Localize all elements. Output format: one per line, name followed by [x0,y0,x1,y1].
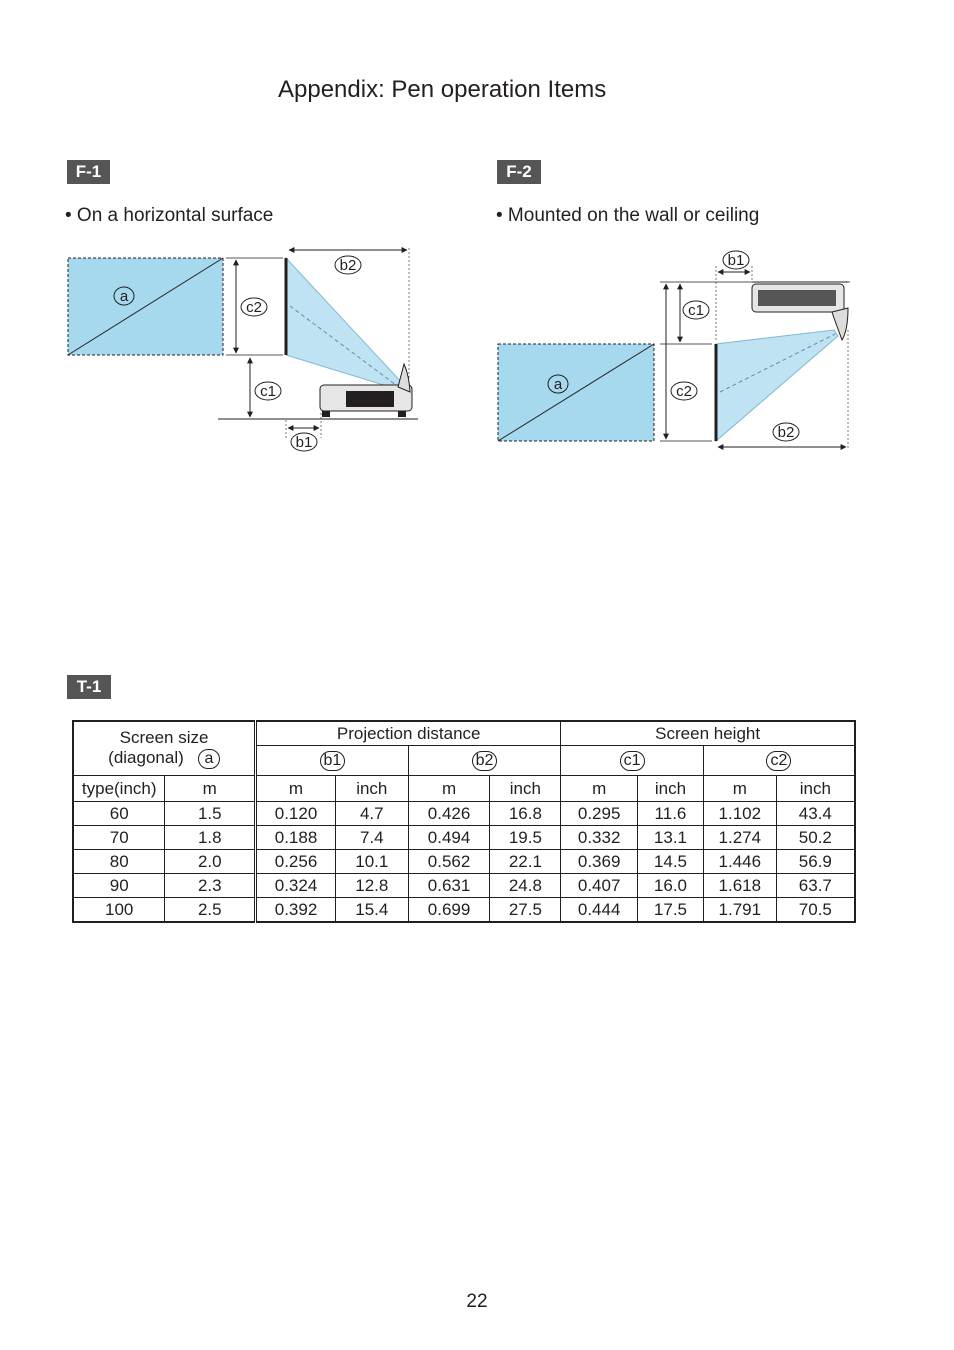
label-a-f1: a [119,288,129,305]
table-cell: 2.3 [165,874,256,898]
table-cell: 14.5 [638,850,704,874]
table-row [73,826,855,850]
table-cell: 0.369 [561,850,638,874]
unit-header: type(inch) [73,776,165,802]
table-cell: 0.494 [408,826,490,850]
table-cell: 17.5 [638,898,704,923]
table-cell: 22.1 [490,850,561,874]
label-b1-f1: b1 [295,434,313,451]
table-cell: 13.1 [638,826,704,850]
table-cell: 24.8 [490,874,561,898]
table-cell: 1.791 [703,898,776,923]
table-cell: 1.274 [703,826,776,850]
table-cell: 0.426 [408,802,490,826]
table-cell: 1.446 [703,850,776,874]
table-cell: 0.392 [256,898,336,923]
projection-table [72,720,856,923]
unit-header: m [408,776,490,802]
table-cell: 0.444 [561,898,638,923]
label-b2-f2: b2 [777,424,795,441]
table-cell: 56.9 [776,850,855,874]
figure-caption-f2: • Mounted on the wall or ceiling [496,205,760,226]
label-c1-f1: c1 [260,383,276,400]
table-cell: 11.6 [638,802,704,826]
table-cell: 0.256 [256,850,336,874]
diagonal-label: (diagonal) [108,748,184,767]
label-a-f2: a [553,376,563,393]
table-cell: 1.5 [165,802,256,826]
table-cell: 1.8 [165,826,256,850]
figure-tag-f2: F-2 [497,160,541,184]
projection-distance-header: Projection distance [256,721,561,746]
table-cell: 15.4 [335,898,408,923]
unit-header: inch [776,776,855,802]
page-number: 22 [466,1291,488,1312]
table-cell: 7.4 [335,826,408,850]
table-cell: 0.295 [561,802,638,826]
table-cell: 43.4 [776,802,855,826]
table-cell: 70.5 [776,898,855,923]
unit-header: m [256,776,336,802]
table-cell: 0.699 [408,898,490,923]
table-cell: 1.102 [703,802,776,826]
figure-tag-f1: F-1 [67,160,110,184]
table-cell: 60 [73,802,165,826]
table-cell: 1.618 [703,874,776,898]
table-cell: 27.5 [490,898,561,923]
screen-size-label: Screen size [119,728,209,747]
table-cell: 2.5 [165,898,256,923]
table-cell: 63.7 [776,874,855,898]
mark-b2: b2 [472,751,498,771]
screen-size-header [73,721,256,776]
figure-caption-f1: • On a horizontal surface [65,205,274,226]
table-cell: 4.7 [335,802,408,826]
table-cell: 10.1 [335,850,408,874]
table-cell: 50.2 [776,826,855,850]
table-cell: 0.188 [256,826,336,850]
unit-header: m [703,776,776,802]
screen-height-header: Screen height [561,721,855,746]
page-title: Appendix: Pen operation Items [278,76,607,103]
unit-header: inch [490,776,561,802]
unit-header: inch [335,776,408,802]
table-cell: 100 [73,898,165,923]
mark-c2: c2 [766,751,791,771]
table-cell: 0.631 [408,874,490,898]
unit-header-row [73,776,855,802]
table-cell: 16.8 [490,802,561,826]
table-cell: 0.562 [408,850,490,874]
table-row [73,802,855,826]
table-cell: 90 [73,874,165,898]
table-cell: 0.324 [256,874,336,898]
table-row [73,874,855,898]
table-cell: 0.407 [561,874,638,898]
mark-b1: b1 [320,751,346,771]
table-tag-t1: T-1 [67,675,111,699]
table-cell: 16.0 [638,874,704,898]
table-cell: 70 [73,826,165,850]
unit-header: m [561,776,638,802]
table-cell: 0.332 [561,826,638,850]
table-cell: 0.120 [256,802,336,826]
table-cell: 19.5 [490,826,561,850]
unit-header: m [165,776,256,802]
label-c1-f2: c1 [688,302,704,319]
label-c2-f2: c2 [676,383,692,400]
unit-header: inch [638,776,704,802]
mark-c1: c1 [620,751,645,771]
label-b2-f1: b2 [339,257,357,274]
table-row [73,850,855,874]
table-row [73,898,855,923]
table-cell: 2.0 [165,850,256,874]
label-c2-f1: c2 [246,299,262,316]
table-cell: 80 [73,850,165,874]
label-b1-f2: b1 [727,252,745,269]
mark-a: a [198,749,220,769]
table-cell: 12.8 [335,874,408,898]
